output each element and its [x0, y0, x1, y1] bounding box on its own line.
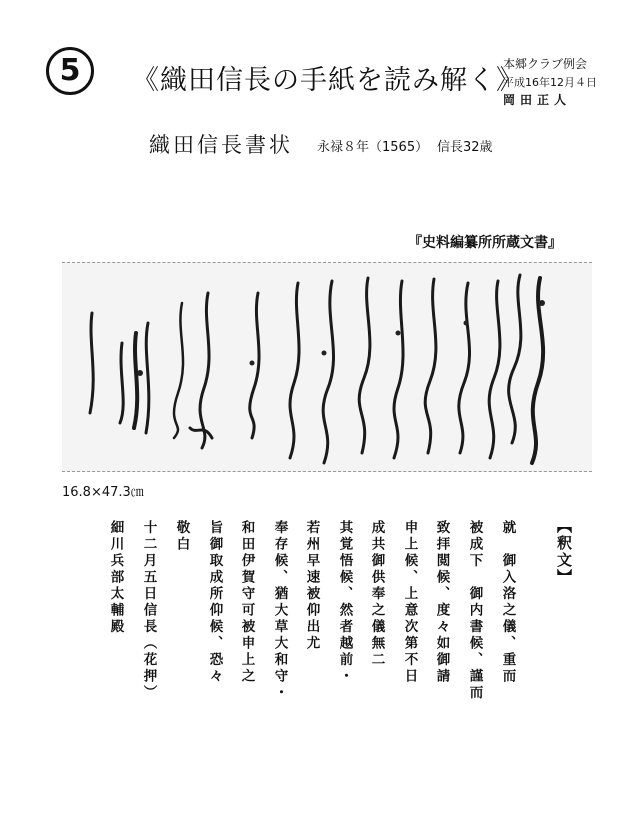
page-title: 《織田信長の手紙を読み解く》 [132, 65, 524, 96]
nobunaga-age: 信長32歳 [437, 140, 493, 155]
meeting-date: 平成16年12月４日 [503, 76, 597, 89]
transcription-heading: 【釈文】 [555, 518, 573, 586]
transcription-line: 若州早速被仰出尤 [303, 520, 320, 652]
transcription-addressee: 細川兵部太輔殿 [107, 520, 124, 636]
transcription-line: 其覚悟候、然者越前・ [336, 520, 353, 685]
item-number: 5 [59, 53, 81, 88]
transcription-line: 成共御供奉之儀無二 [368, 520, 385, 669]
transcription-line: 和田伊賀守可被申上之 [238, 520, 255, 685]
transcription-line: 就 御入洛之儀、重而 [499, 520, 516, 685]
transcription-line: 敬白 [173, 520, 190, 553]
calligraphy-illustration [62, 263, 592, 471]
transcription-line: 被成下 御内書候、謹而 [466, 520, 483, 702]
club-name: 本郷クラブ例会 [503, 57, 588, 71]
transcription-line: 致拝閲候、度々如御請 [433, 520, 450, 685]
transcription-line: 申上候、上意次第不日 [401, 520, 418, 685]
source-citation: 『史料編纂所所蔵文書』 [408, 235, 562, 251]
transcription-line: 旨御取成所仰候、恐々 [206, 520, 223, 685]
letter-image [62, 262, 592, 472]
document-era: 永禄８年（1565） [317, 140, 429, 155]
author-name: 岡田正人 [503, 93, 572, 107]
transcription-line: 奉存候、猶大草大和守・ [271, 520, 288, 702]
item-number-badge [46, 47, 94, 95]
document-size: 16.8×47.3㎝ [62, 485, 144, 500]
transcription-date-signature: 十二月五日信長（花押） [140, 520, 157, 702]
document-title: 織田信長書状 [149, 133, 293, 157]
